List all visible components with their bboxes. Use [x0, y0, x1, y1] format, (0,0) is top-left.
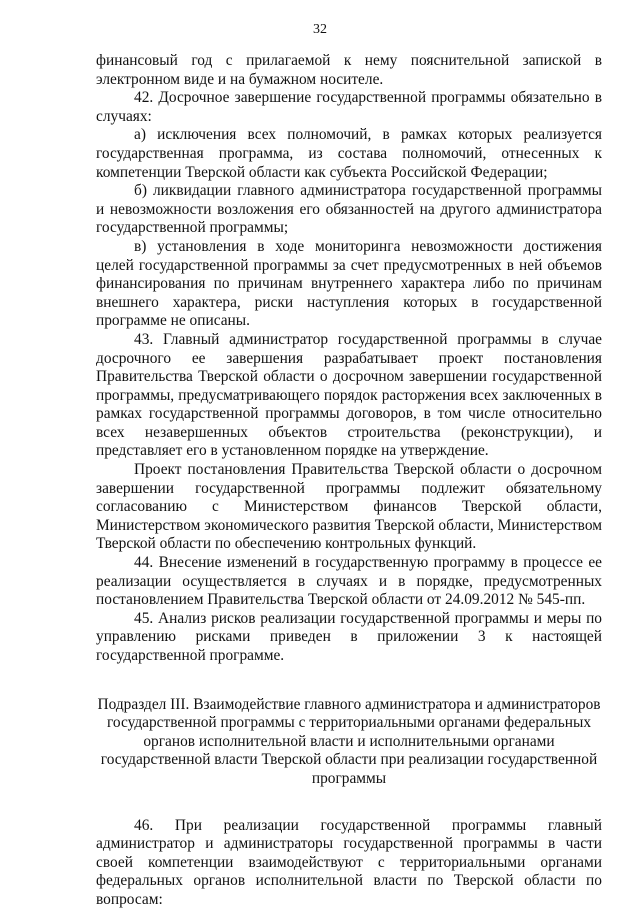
page-number: 32: [313, 22, 327, 37]
paragraph-42c: в) установления в ходе мониторинга невозможности достижения целей государственной программы за счет предусмотренных в ней объемов финансирования по причинам внутреннего характера либо по причинам внешнего характера, риски наступления которых в государственной программе не описаны.: [96, 237, 602, 330]
paragraph-42b: б) ликвидации главного администратора государственной программы и невозможности возложения его обязанностей на другого администратора государственной программы;: [96, 182, 602, 237]
paragraph-42a: а) исключения всех полномочий, в рамках которых реализуется государственная программа, из состава полномочий, отнесенных к компетенции Тверской области как субъекта Российской Федерации;: [96, 126, 602, 181]
paragraph-42: 42. Досрочное завершение государственной программы обязательно в случаях:: [96, 89, 602, 125]
paragraph-45: 45. Анализ рисков реализации государственной программы и меры по управлению рисками приведен в приложении 3 к настоящей государственной программе.: [96, 609, 602, 664]
paragraph-continuation: финансовый год с прилагаемой к нему пояснительной запиской в электронном виде и на бумажном носителе.: [96, 52, 602, 88]
paragraph-44: 44. Внесение изменений в государственную программу в процессе ее реализации осуществляется в случаях и в порядке, предусмотренных постановлением Правительства Тверской области от 24.09.2012 № 545-пп.: [96, 554, 602, 609]
document-body: [96, 52, 602, 910]
subsection-heading: Подраздел III. Взаимодействие главного администратора и администраторов государственной программы с территориальными органами федеральных органов исполнительной власти и исполнительными органами государственной власти Тверской области при реализации государственной программы: [97, 695, 601, 787]
paragraph-46: 46. При реализации государственной программы главный администратор и администраторы государственной программы в части своей компетенции взаимодействуют с территориальными органами федеральных органов исполнительной власти по Тверской области по вопросам:: [96, 816, 602, 908]
paragraph-43: 43. Главный администратор государственной программы в случае досрочного ее завершения разрабатывает проект постановления Правительства Тверской области о досрочном завершении государственной программы, предусматривающего порядок расторжения всех заключенных в рамках государственной программы договоров, в том числе относительно всех незавершенных объектов строительства (реконструкции), и представляет его в установленном порядке на утверждение.: [96, 330, 602, 460]
paragraph-43-approval: Проект постановления Правительства Тверской области о досрочном завершении государственной программы подлежит обязательному согласованию с Министерством финансов Тверской области, Министерством экономического развития Тверской области, Министерством Тверской области по обеспечению контрольных функций.: [96, 461, 602, 553]
